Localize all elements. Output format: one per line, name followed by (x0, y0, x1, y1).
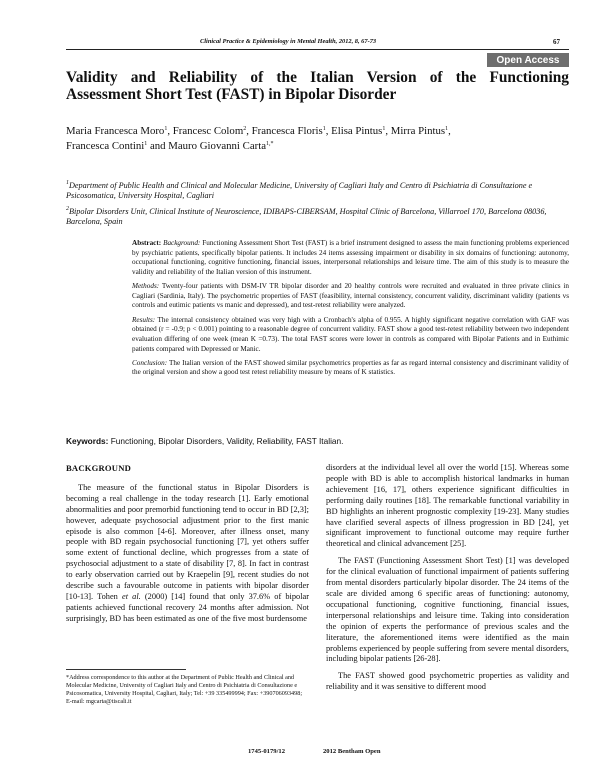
paragraph-text: (2000) [14] found that only 37.6% of bipolar patients achieved functional recovery 24 months after admission. Not surprisingly, BD has been estimated as one of the five most burdensome (66, 591, 310, 623)
abstract-conclusion-text: The Italian version of the FAST showed similar psychometrics properties as far as regard internal consistency and discriminant validity of the original version and show a good test retest reliability measure by means of K statistics. (132, 358, 569, 377)
title-line-2: Assessment Short Test (FAST) in Bipolar Disorder (66, 86, 397, 103)
author: Mirra Pintus (390, 125, 446, 137)
abstract-results (132, 316, 569, 355)
author-affil-sup: 1 (445, 126, 449, 132)
body-paragraph: The FAST (Functioning Assessment Short Test) [1] was developed for the clinical evaluation of functional impairment of patients suffering from mental disorders particularly bipolar disorder. The 24 items of the scale are divided among 6 specific areas of functioning: autonomy, occupational functioning, cognitive functioning, financial issues, interpersonal relationships and leisure time. Taking into consideration the opinion of experts the performance of previous scales and the literature, the aforementioned items were identified as the main problems experienced by people suffering from severe mental disorders, including bipolar patients [26-28]. (326, 556, 569, 664)
body-column-left (66, 463, 309, 625)
author-list (66, 124, 569, 153)
keywords-text: Functioning, Bipolar Disorders, Validity, Reliability, FAST Italian. (110, 436, 344, 446)
author-affil-sup: 2 (243, 126, 247, 132)
affiliation-number: 1 (66, 180, 69, 186)
footnote-rule (66, 669, 186, 670)
abstract-label: Abstract: (132, 239, 162, 247)
author-sep: , (167, 125, 173, 137)
abstract-methods-label: Methods: (132, 282, 160, 291)
author: Francesca Floris (251, 125, 323, 137)
footnote-text: *Address correspondence to this author at the Department of Public Health and Clinical and Molecular Medicine, University of Cagliari Italy and Centro di Psichiatria di Consultazione e Psicosomatica, University Hospital, Cagliari, Italy; Tel: +39 335499994; Fax: +390706093498; (66, 674, 303, 698)
paragraph-italic: et al. (122, 591, 141, 601)
abstract-methods (132, 282, 569, 311)
page-number: 67 (553, 38, 560, 46)
body-column-right (326, 463, 569, 693)
author: Francesca Contini (66, 139, 145, 152)
body-paragraph: disorders at the individual level all over the world [15]. Whereas some people with BD is able to accomplish historical landmarks in human achievement [16, 17], others experience significant difficulties in performing daily routines [18]. The remarkable functional variability in BD highlights an inherent prognostic complexity [19-23]. Many studies have clarified several aspects of illness progression in BD [24], yet significant improvement to functional outcome may require further theoretical and clinical advancement [25]. (326, 463, 569, 549)
keywords (66, 436, 569, 446)
body-paragraph (66, 483, 309, 625)
abstract-conclusion-label: Conclusion: (132, 358, 168, 367)
author: Francesc Colom (172, 125, 244, 137)
abstract-results-label: Results: (132, 315, 156, 324)
abstract-background-text: Functioning Assessment Short Test (FAST) is a brief instrument designed to assess the main functioning problems experienced by psychiatric patients, specifically bipolar patients. It includes 24 items assessing impairment or disability in six domains of functioning: autonomy, occupational functioning, cognitive functioning, financial issues, interpersonal relationships and leisure time. The aim of this study is to measure the validity and reliability of the Italian version of this instrument. (132, 239, 570, 276)
affiliation-text: Department of Public Health and Clinical and Molecular Medicine, University of Cagliari Italy and Centro di Psichiatria di Consultazione e Psicosomatica, University Hospital, Cagliari (66, 181, 533, 201)
title-line-1: Validity and Reliability of the Italian Version of the Functioning (66, 69, 569, 86)
abstract-conclusion (132, 359, 569, 378)
keywords-label: Keywords: (66, 436, 109, 446)
correspondence-footnote (66, 674, 309, 706)
paragraph-text: The measure of the functional status in Bipolar Disorders is becoming a real challenge in the today research [1]. Early emotional abnormalities and poor premorbid functioning tend to occur in BD [2,3]; however, adequate psychosocial adjustment prior to the first manic episode is also common [4-6]. Moreover, after illness onset, many people with BD regain psychosocial functioning [7], yet others suffer some extent of functional decline, which progresses from a state of psychosocial adjustment to a state of disability [7, 8]. In fact in contrast to early observation carried out by Kraepelin [9], recent studies do not describe such a favourable outcome in patients with bipolar disorder [10-13]. Tohen (66, 482, 309, 601)
body-paragraph: The FAST showed good psychometric properties as validity and reliability and it was sensitive to different mood (326, 671, 569, 692)
affiliation-2 (66, 207, 569, 228)
open-access-badge: Open Access (487, 53, 569, 67)
author-affil-sup: 1,* (266, 140, 274, 147)
author: Elisa Pintus (331, 125, 383, 137)
header-rule (66, 49, 569, 50)
author-affil-sup: 1 (382, 126, 386, 132)
author-affil-sup: 1 (322, 126, 326, 132)
author-affil-sup: 1 (144, 140, 148, 147)
abstract-results-text: The internal consistency obtained was very high with a Cronbach's alpha of 0.955. A highly significant negative correlation with GAF was obtained (r = -0.9; p < 0.001) pointing to a reasonable degree of concurrent validity. FAST show a good test-retest reliability between two independent evaluation differing of one week (mean K =0.73). The total FAST scores were lower in controls as compared with Bipolar Patients and in Euthimic patients compared with Depressed or Manic. (132, 315, 570, 353)
abstract-background (132, 239, 569, 278)
article-title (66, 69, 569, 103)
abstract-background-label: Background: (163, 239, 201, 247)
affiliation-1 (66, 181, 569, 202)
running-head: Clinical Practice & Epidemiology in Mental Health, 2012, 8, 67-73 (200, 38, 377, 45)
abstract (132, 239, 569, 383)
footer-publisher: 2012 Bentham Open (323, 748, 381, 755)
footnote-email: E-mail: mgcarta@tiscali.it (66, 698, 132, 706)
author: Mauro Giovanni Carta (168, 139, 267, 152)
author-affil-sup: 1 (164, 126, 168, 132)
author-sep: , (325, 125, 332, 137)
section-heading: BACKGROUND (66, 463, 132, 473)
author: Maria Francesca Moro (66, 125, 165, 137)
footer-issn: 1745-0179/12 (248, 748, 285, 755)
author-sep: , (246, 125, 252, 137)
author-sep: and (147, 139, 169, 152)
abstract-methods-text: Twenty-four patients with DSM-IV TR bipolar disorder and 20 healthy controls were recruited and evaluated in three private clinics in Cagliari (Sardinia, Italy). The psychometric properties of FAST (feasibility, internal consistency, concurrent validity, discriminant validity (patients vs controls and eutimic patients vs manic and depressed), and test-retest reliability were analyzed. (132, 282, 570, 310)
author-sep: , (448, 125, 451, 137)
affiliation-number: 2 (66, 206, 69, 212)
author-sep: , (385, 125, 391, 137)
affiliation-text: Bipolar Disorders Unit, Clinical Institute of Neuroscience, IDIBAPS-CIBERSAM, Hospital Clinic of Barcelona, Villarroel 170, Barcelona 08036, Barcelona, Spain (66, 207, 547, 227)
